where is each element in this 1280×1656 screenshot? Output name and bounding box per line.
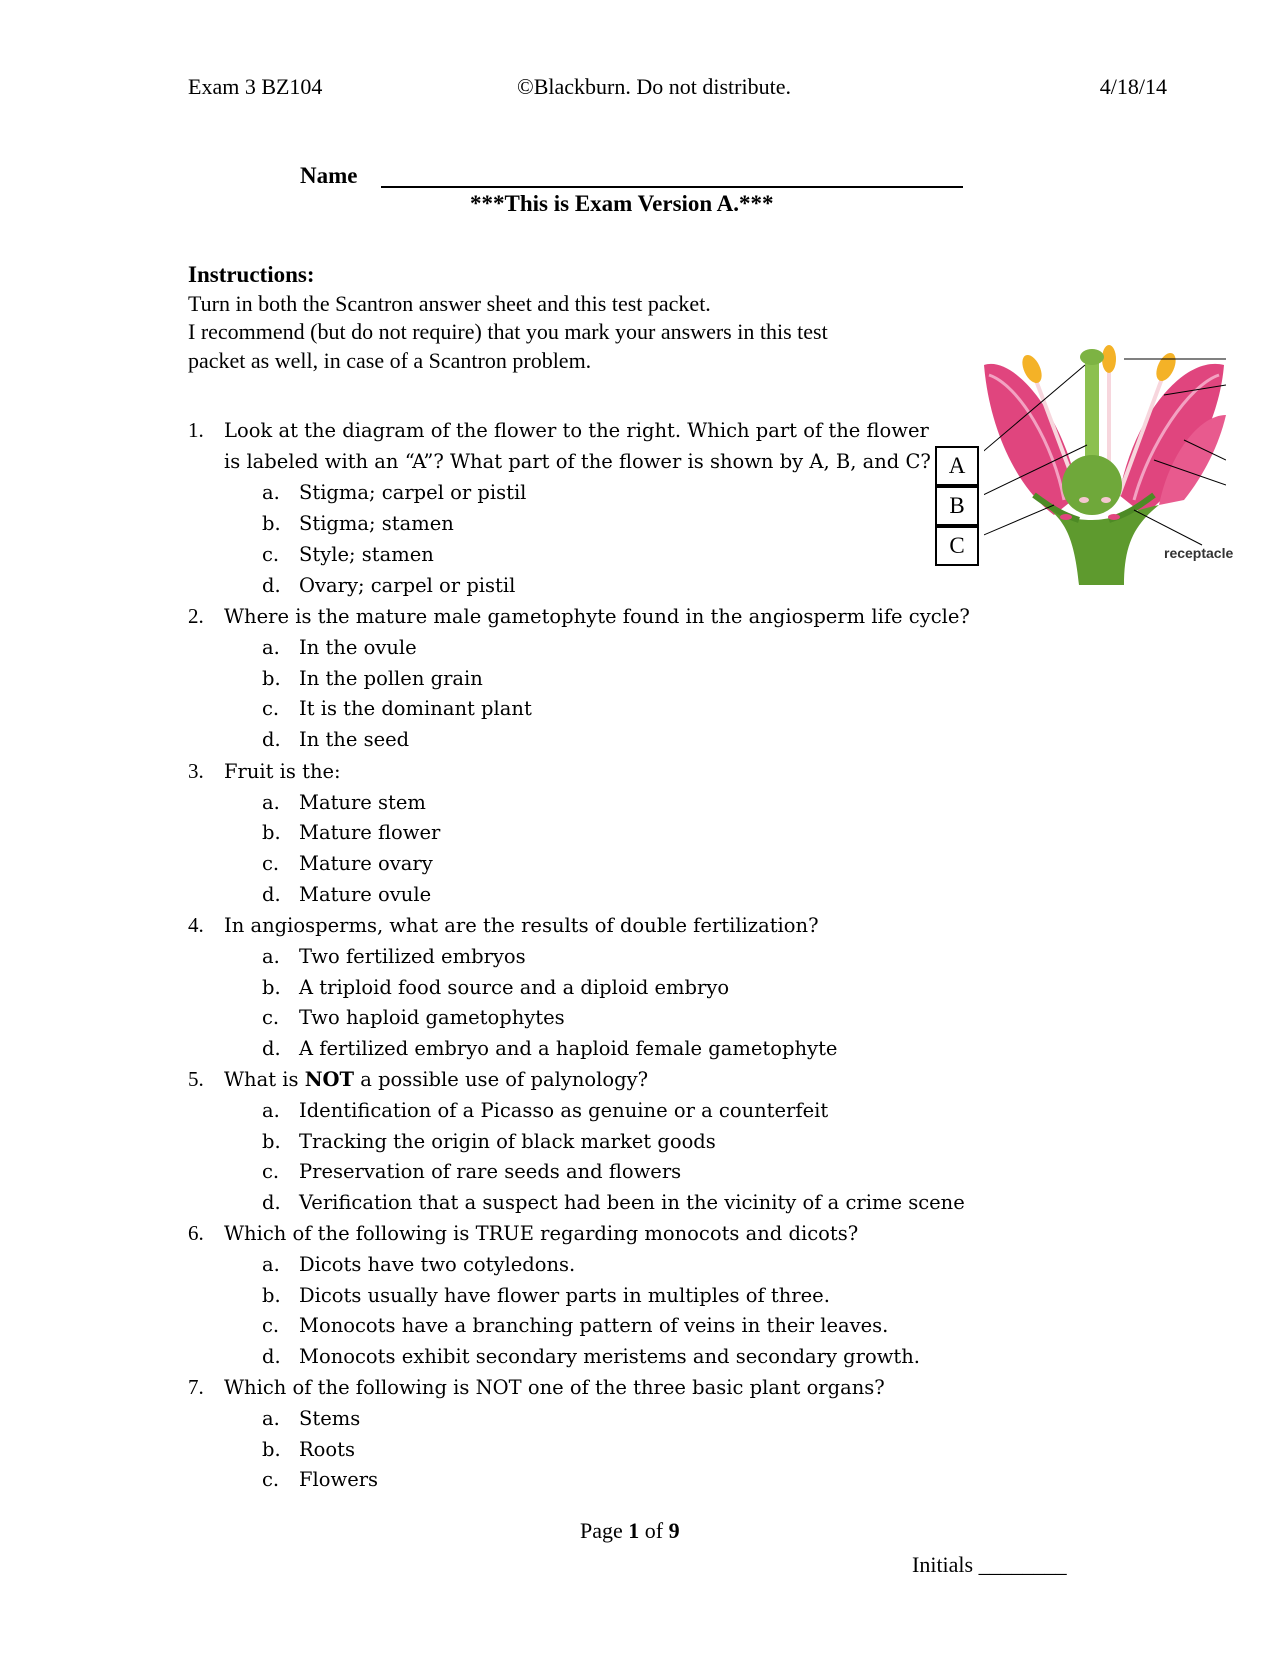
question-4-option-b-letter: b. [262, 976, 281, 999]
header-course: Exam 3 BZ104 [188, 74, 323, 99]
name-blank-line [381, 186, 963, 188]
question-1-option-a-letter: a. [262, 481, 280, 504]
question-6-option-d: Monocots exhibit secondary meristems and secondary growth. [299, 1345, 920, 1368]
question-6-option-a: Dicots have two cotyledons. [299, 1253, 576, 1276]
question-3-text: Fruit is the: [224, 760, 341, 783]
question-2-option-b-letter: b. [262, 667, 281, 690]
diagram-label-b: B [935, 486, 979, 526]
question-5-option-b: Tracking the origin of black market goods [299, 1130, 716, 1153]
header-date: 4/18/14 [1099, 74, 1167, 99]
flower-style [1085, 359, 1099, 469]
question-3-option-a-letter: a. [262, 791, 280, 814]
question-2-number: 2. [188, 604, 204, 628]
question-6-number: 6. [188, 1221, 204, 1245]
page-number: Page 1 of 9 [580, 1518, 680, 1543]
question-4-option-a-letter: a. [262, 945, 280, 968]
question-6-option-b: Dicots usually have flower parts in multiples of three. [299, 1284, 830, 1307]
question-2-text: Where is the mature male gametophyte found in the angiosperm life cycle? [224, 605, 970, 628]
question-1-option-b-letter: b. [262, 512, 281, 535]
exam-version: ***This is Exam Version A.*** [470, 191, 774, 216]
question-7-option-a: Stems [299, 1407, 361, 1430]
question-4-option-a: Two fertilized embryos [299, 945, 526, 968]
question-3-option-b: Mature flower [299, 821, 441, 844]
question-1-option-b: Stigma; stamen [299, 512, 454, 535]
question-6-option-d-letter: d. [262, 1345, 281, 1368]
question-1-option-d: Ovary; carpel or pistil [299, 574, 516, 597]
question-7-number: 7. [188, 1375, 204, 1399]
question-4-option-d: A fertilized embryo and a haploid female gametophyte [299, 1037, 838, 1060]
header-copyright: ©Blackburn. Do not distribute. [517, 74, 791, 99]
question-7-option-c-letter: c. [262, 1468, 280, 1491]
instructions-heading: Instructions: [188, 262, 315, 287]
question-4-option-d-letter: d. [262, 1037, 281, 1060]
question-6-option-c: Monocots have a branching pattern of veins in their leaves. [299, 1314, 889, 1337]
question-1-option-d-letter: d. [262, 574, 281, 597]
question-4-option-c: Two haploid gametophytes [299, 1006, 565, 1029]
question-6-option-a-letter: a. [262, 1253, 280, 1276]
question-2-option-d: In the seed [299, 728, 410, 751]
question-4-option-b: A triploid food source and a diploid embryo [299, 976, 730, 999]
question-6-text: Which of the following is TRUE regarding monocots and dicots? [224, 1222, 859, 1245]
instructions-line-3: packet as well, in case of a Scantron problem. [188, 348, 592, 373]
question-5-option-c-letter: c. [262, 1160, 280, 1183]
receptacle-label: receptacle [1164, 545, 1234, 561]
question-1-text-line-2: is labeled with an “A”? What part of the flower is shown by A, B, and C? [224, 450, 931, 473]
diagram-label-c: C [935, 526, 979, 566]
instructions-line-1: Turn in both the Scantron answer sheet and this test packet. [188, 291, 711, 316]
question-5-option-d-letter: d. [262, 1191, 281, 1214]
diagram-label-a: A [935, 446, 979, 486]
instructions-line-2: I recommend (but do not require) that you mark your answers in this test [188, 319, 828, 344]
question-7-option-a-letter: a. [262, 1407, 280, 1430]
question-6-option-c-letter: c. [262, 1314, 280, 1337]
question-3-option-c-letter: c. [262, 852, 280, 875]
question-3-option-c: Mature ovary [299, 852, 433, 875]
question-2-option-a-letter: a. [262, 636, 280, 659]
name-label: Name [300, 163, 358, 188]
question-5-text: What is NOT a possible use of palynology? [224, 1068, 649, 1091]
question-2-option-b: In the pollen grain [299, 667, 483, 690]
question-3-option-b-letter: b. [262, 821, 281, 844]
question-2-option-c-letter: c. [262, 697, 280, 720]
question-3-option-a: Mature stem [299, 791, 426, 814]
question-6-option-b-letter: b. [262, 1284, 281, 1307]
question-5-number: 5. [188, 1067, 204, 1091]
question-5-option-c: Preservation of rare seeds and flowers [299, 1160, 682, 1183]
question-2-option-c: It is the dominant plant [299, 697, 532, 720]
question-7-option-b-letter: b. [262, 1438, 281, 1461]
question-1-option-c: Style; stamen [299, 543, 434, 566]
question-5-option-a-letter: a. [262, 1099, 280, 1122]
question-3-option-d: Mature ovule [299, 883, 432, 906]
question-4-text: In angiosperms, what are the results of double fertilization? [224, 914, 819, 937]
question-1-option-c-letter: c. [262, 543, 280, 566]
question-5-option-a: Identification of a Picasso as genuine or a counterfeit [299, 1099, 829, 1122]
flower-ovary [1062, 455, 1122, 515]
question-5-option-d: Verification that a suspect had been in the vicinity of a crime scene [299, 1191, 965, 1214]
question-7-text: Which of the following is NOT one of the three basic plant organs? [224, 1376, 885, 1399]
question-2-option-d-letter: d. [262, 728, 281, 751]
question-4-option-c-letter: c. [262, 1006, 280, 1029]
question-3-number: 3. [188, 759, 204, 783]
question-1-number: 1. [188, 418, 204, 442]
question-7-option-b: Roots [299, 1438, 356, 1461]
question-2-option-a: In the ovule [299, 636, 417, 659]
question-3-option-d-letter: d. [262, 883, 281, 906]
question-5-option-b-letter: b. [262, 1130, 281, 1153]
question-7-option-c: Flowers [299, 1468, 379, 1491]
question-4-number: 4. [188, 913, 204, 937]
flower-stigma [1080, 349, 1104, 365]
question-1-text-line-1: Look at the diagram of the flower to the right. Which part of the flower [224, 419, 929, 442]
question-1-option-a: Stigma; carpel or pistil [299, 481, 527, 504]
initials-line: Initials ________ [912, 1552, 1067, 1577]
